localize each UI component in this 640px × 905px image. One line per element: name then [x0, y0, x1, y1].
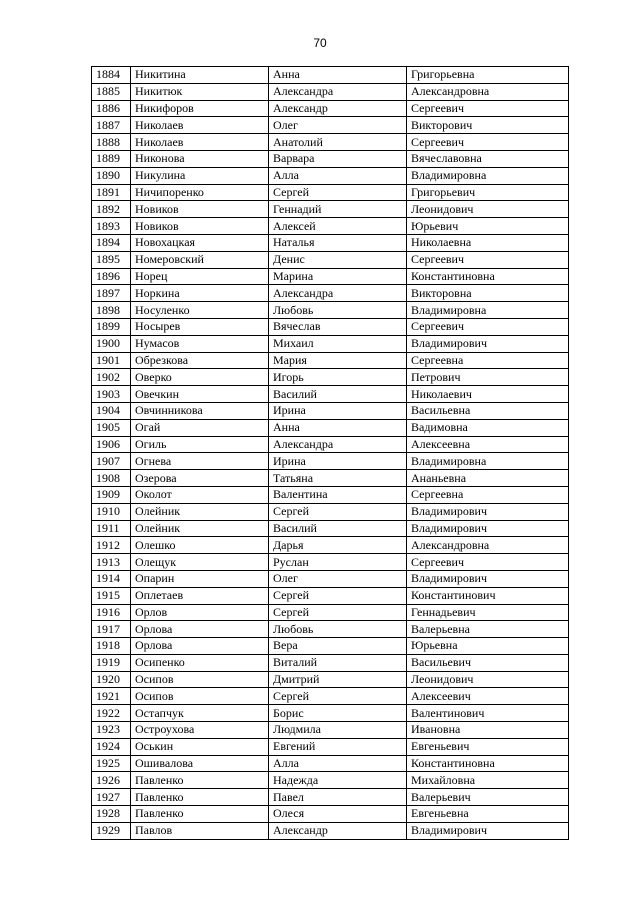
row-number-cell: 1914: [92, 570, 131, 587]
row-number-cell: 1907: [92, 453, 131, 470]
table-row: [92, 537, 569, 554]
surname-cell: Павленко: [131, 789, 269, 806]
first-name-cell: Сергей: [269, 688, 407, 705]
surname-cell: Никулина: [131, 167, 269, 184]
row-number-cell: 1903: [92, 386, 131, 403]
patronymic-cell: Викторович: [407, 117, 569, 134]
surname-cell: Олейник: [131, 503, 269, 520]
patronymic-cell: Валерьевна: [407, 621, 569, 638]
table-row: [92, 234, 569, 251]
surname-cell: Носуленко: [131, 302, 269, 319]
first-name-cell: Сергей: [269, 604, 407, 621]
row-number-cell: 1889: [92, 150, 131, 167]
table-row: [92, 100, 569, 117]
table-row: [92, 654, 569, 671]
first-name-cell: Дарья: [269, 537, 407, 554]
surname-cell: Олейник: [131, 520, 269, 537]
table-row: [92, 705, 569, 722]
first-name-cell: Татьяна: [269, 470, 407, 487]
patronymic-cell: Григорьевич: [407, 184, 569, 201]
patronymic-cell: Сергеевич: [407, 134, 569, 151]
first-name-cell: Александра: [269, 436, 407, 453]
row-number-cell: 1902: [92, 369, 131, 386]
first-name-cell: Олег: [269, 570, 407, 587]
row-number-cell: 1917: [92, 621, 131, 638]
surname-cell: Николаев: [131, 134, 269, 151]
table-row: [92, 621, 569, 638]
first-name-cell: Михаил: [269, 335, 407, 352]
surname-cell: Огай: [131, 419, 269, 436]
surname-cell: Осипов: [131, 688, 269, 705]
table-row: [92, 402, 569, 419]
table-row: [92, 570, 569, 587]
patronymic-cell: Леонидович: [407, 671, 569, 688]
row-number-cell: 1924: [92, 738, 131, 755]
first-name-cell: Олег: [269, 117, 407, 134]
surname-cell: Павленко: [131, 772, 269, 789]
surname-cell: Никитина: [131, 67, 269, 84]
row-number-cell: 1922: [92, 705, 131, 722]
table-row: [92, 150, 569, 167]
first-name-cell: Ирина: [269, 453, 407, 470]
first-name-cell: Руслан: [269, 554, 407, 571]
first-name-cell: Ирина: [269, 402, 407, 419]
surname-cell: Никитюк: [131, 83, 269, 100]
row-number-cell: 1929: [92, 822, 131, 839]
first-name-cell: Сергей: [269, 184, 407, 201]
first-name-cell: Сергей: [269, 587, 407, 604]
table-row: [92, 134, 569, 151]
table-row: [92, 268, 569, 285]
table-row: [92, 318, 569, 335]
patronymic-cell: Владимирович: [407, 520, 569, 537]
first-name-cell: Любовь: [269, 302, 407, 319]
surname-cell: Ничипоренко: [131, 184, 269, 201]
table-row: [92, 167, 569, 184]
row-number-cell: 1920: [92, 671, 131, 688]
first-name-cell: Александра: [269, 83, 407, 100]
table-row: [92, 604, 569, 621]
row-number-cell: 1899: [92, 318, 131, 335]
table-row: [92, 386, 569, 403]
first-name-cell: Геннадий: [269, 201, 407, 218]
patronymic-cell: Вячеславовна: [407, 150, 569, 167]
table-row: [92, 755, 569, 772]
patronymic-cell: Сергеевич: [407, 251, 569, 268]
patronymic-cell: Евгеньевич: [407, 738, 569, 755]
patronymic-cell: Владимирович: [407, 822, 569, 839]
row-number-cell: 1927: [92, 789, 131, 806]
patronymic-cell: Николаевич: [407, 386, 569, 403]
patronymic-cell: Николаевна: [407, 234, 569, 251]
surname-cell: Орлова: [131, 638, 269, 655]
patronymic-cell: Константиновна: [407, 268, 569, 285]
patronymic-cell: Сергеевич: [407, 554, 569, 571]
first-name-cell: Алексей: [269, 218, 407, 235]
table-row: [92, 520, 569, 537]
surname-cell: Оверко: [131, 369, 269, 386]
table-row: [92, 738, 569, 755]
surname-cell: Оськин: [131, 738, 269, 755]
surname-cell: Николаев: [131, 117, 269, 134]
surname-cell: Опарин: [131, 570, 269, 587]
patronymic-cell: Михайловна: [407, 772, 569, 789]
first-name-cell: Наталья: [269, 234, 407, 251]
surname-cell: Павлов: [131, 822, 269, 839]
table-row: [92, 251, 569, 268]
surname-cell: Обрезкова: [131, 352, 269, 369]
row-number-cell: 1884: [92, 67, 131, 84]
surname-cell: Норкина: [131, 285, 269, 302]
surname-cell: Новиков: [131, 218, 269, 235]
surname-cell: Павленко: [131, 806, 269, 823]
row-number-cell: 1904: [92, 402, 131, 419]
table-row: [92, 772, 569, 789]
patronymic-cell: Петрович: [407, 369, 569, 386]
roster-table-body: [92, 67, 569, 840]
patronymic-cell: Григорьевна: [407, 67, 569, 84]
patronymic-cell: Юрьевич: [407, 218, 569, 235]
table-row: [92, 201, 569, 218]
patronymic-cell: Ананьевна: [407, 470, 569, 487]
surname-cell: Остапчук: [131, 705, 269, 722]
row-number-cell: 1908: [92, 470, 131, 487]
patronymic-cell: Владимирович: [407, 570, 569, 587]
row-number-cell: 1923: [92, 722, 131, 739]
first-name-cell: Олеся: [269, 806, 407, 823]
surname-cell: Олещук: [131, 554, 269, 571]
surname-cell: Никифоров: [131, 100, 269, 117]
patronymic-cell: Алексеевич: [407, 688, 569, 705]
table-row: [92, 822, 569, 839]
surname-cell: Озерова: [131, 470, 269, 487]
first-name-cell: Игорь: [269, 369, 407, 386]
first-name-cell: Алла: [269, 755, 407, 772]
surname-cell: Орлова: [131, 621, 269, 638]
patronymic-cell: Сергеевич: [407, 318, 569, 335]
row-number-cell: 1928: [92, 806, 131, 823]
row-number-cell: 1909: [92, 486, 131, 503]
table-row: [92, 335, 569, 352]
first-name-cell: Алла: [269, 167, 407, 184]
patronymic-cell: Сергеевич: [407, 100, 569, 117]
surname-cell: Новиков: [131, 201, 269, 218]
surname-cell: Огнева: [131, 453, 269, 470]
row-number-cell: 1913: [92, 554, 131, 571]
patronymic-cell: Леонидович: [407, 201, 569, 218]
surname-cell: Огиль: [131, 436, 269, 453]
first-name-cell: Сергей: [269, 503, 407, 520]
first-name-cell: Василий: [269, 520, 407, 537]
patronymic-cell: Сергеевна: [407, 352, 569, 369]
table-row: [92, 436, 569, 453]
first-name-cell: Варвара: [269, 150, 407, 167]
row-number-cell: 1911: [92, 520, 131, 537]
surname-cell: Носырев: [131, 318, 269, 335]
page-number: 70: [313, 36, 327, 50]
surname-cell: Остроухова: [131, 722, 269, 739]
first-name-cell: Любовь: [269, 621, 407, 638]
patronymic-cell: Владимирович: [407, 335, 569, 352]
row-number-cell: 1885: [92, 83, 131, 100]
patronymic-cell: Геннадьевич: [407, 604, 569, 621]
first-name-cell: Надежда: [269, 772, 407, 789]
surname-cell: Осипенко: [131, 654, 269, 671]
roster-table: [91, 66, 569, 840]
table-row: [92, 587, 569, 604]
row-number-cell: 1898: [92, 302, 131, 319]
surname-cell: Осипов: [131, 671, 269, 688]
table-row: [92, 486, 569, 503]
patronymic-cell: Константиновна: [407, 755, 569, 772]
patronymic-cell: Валерьевич: [407, 789, 569, 806]
row-number-cell: 1918: [92, 638, 131, 655]
first-name-cell: Василий: [269, 386, 407, 403]
row-number-cell: 1910: [92, 503, 131, 520]
table-row: [92, 722, 569, 739]
first-name-cell: Людмила: [269, 722, 407, 739]
row-number-cell: 1905: [92, 419, 131, 436]
table-row: [92, 470, 569, 487]
first-name-cell: Анатолий: [269, 134, 407, 151]
table-row: [92, 789, 569, 806]
first-name-cell: Вячеслав: [269, 318, 407, 335]
table-row: [92, 218, 569, 235]
row-number-cell: 1892: [92, 201, 131, 218]
table-row: [92, 806, 569, 823]
first-name-cell: Павел: [269, 789, 407, 806]
row-number-cell: 1891: [92, 184, 131, 201]
row-number-cell: 1886: [92, 100, 131, 117]
table-row: [92, 688, 569, 705]
first-name-cell: Анна: [269, 67, 407, 84]
row-number-cell: 1926: [92, 772, 131, 789]
first-name-cell: Дмитрий: [269, 671, 407, 688]
first-name-cell: Вера: [269, 638, 407, 655]
patronymic-cell: Константинович: [407, 587, 569, 604]
table-row: [92, 419, 569, 436]
surname-cell: Новохацкая: [131, 234, 269, 251]
row-number-cell: 1925: [92, 755, 131, 772]
row-number-cell: 1912: [92, 537, 131, 554]
first-name-cell: Анна: [269, 419, 407, 436]
row-number-cell: 1888: [92, 134, 131, 151]
table-row: [92, 117, 569, 134]
table-row: [92, 369, 569, 386]
table-row: [92, 638, 569, 655]
patronymic-cell: Евгеньевна: [407, 806, 569, 823]
table-row: [92, 83, 569, 100]
patronymic-cell: Александровна: [407, 537, 569, 554]
table-row: [92, 453, 569, 470]
first-name-cell: Александр: [269, 822, 407, 839]
table-row: [92, 184, 569, 201]
surname-cell: Нумасов: [131, 335, 269, 352]
surname-cell: Овчинникова: [131, 402, 269, 419]
patronymic-cell: Владимировна: [407, 302, 569, 319]
patronymic-cell: Валентинович: [407, 705, 569, 722]
surname-cell: Оплетаев: [131, 587, 269, 604]
row-number-cell: 1901: [92, 352, 131, 369]
row-number-cell: 1900: [92, 335, 131, 352]
row-number-cell: 1921: [92, 688, 131, 705]
surname-cell: Орлов: [131, 604, 269, 621]
surname-cell: Номеровский: [131, 251, 269, 268]
surname-cell: Норец: [131, 268, 269, 285]
table-row: [92, 503, 569, 520]
patronymic-cell: Владимировна: [407, 167, 569, 184]
row-number-cell: 1906: [92, 436, 131, 453]
table-row: [92, 352, 569, 369]
table-row: [92, 554, 569, 571]
surname-cell: Олешко: [131, 537, 269, 554]
row-number-cell: 1916: [92, 604, 131, 621]
row-number-cell: 1895: [92, 251, 131, 268]
patronymic-cell: Алексеевна: [407, 436, 569, 453]
first-name-cell: Мария: [269, 352, 407, 369]
surname-cell: Никонова: [131, 150, 269, 167]
patronymic-cell: Васильевна: [407, 402, 569, 419]
patronymic-cell: Сергеевна: [407, 486, 569, 503]
first-name-cell: Александр: [269, 100, 407, 117]
first-name-cell: Марина: [269, 268, 407, 285]
first-name-cell: Виталий: [269, 654, 407, 671]
row-number-cell: 1915: [92, 587, 131, 604]
first-name-cell: Валентина: [269, 486, 407, 503]
patronymic-cell: Владимирович: [407, 503, 569, 520]
table-row: [92, 67, 569, 84]
table-row: [92, 302, 569, 319]
first-name-cell: Борис: [269, 705, 407, 722]
patronymic-cell: Юрьевна: [407, 638, 569, 655]
first-name-cell: Денис: [269, 251, 407, 268]
row-number-cell: 1897: [92, 285, 131, 302]
patronymic-cell: Александровна: [407, 83, 569, 100]
surname-cell: Овечкин: [131, 386, 269, 403]
patronymic-cell: Владимировна: [407, 453, 569, 470]
surname-cell: Околот: [131, 486, 269, 503]
first-name-cell: Александра: [269, 285, 407, 302]
patronymic-cell: Васильевич: [407, 654, 569, 671]
row-number-cell: 1893: [92, 218, 131, 235]
table-row: [92, 285, 569, 302]
patronymic-cell: Ивановна: [407, 722, 569, 739]
first-name-cell: Евгений: [269, 738, 407, 755]
row-number-cell: 1890: [92, 167, 131, 184]
patronymic-cell: Викторовна: [407, 285, 569, 302]
surname-cell: Ошивалова: [131, 755, 269, 772]
table-row: [92, 671, 569, 688]
row-number-cell: 1896: [92, 268, 131, 285]
patronymic-cell: Вадимовна: [407, 419, 569, 436]
row-number-cell: 1919: [92, 654, 131, 671]
row-number-cell: 1887: [92, 117, 131, 134]
row-number-cell: 1894: [92, 234, 131, 251]
